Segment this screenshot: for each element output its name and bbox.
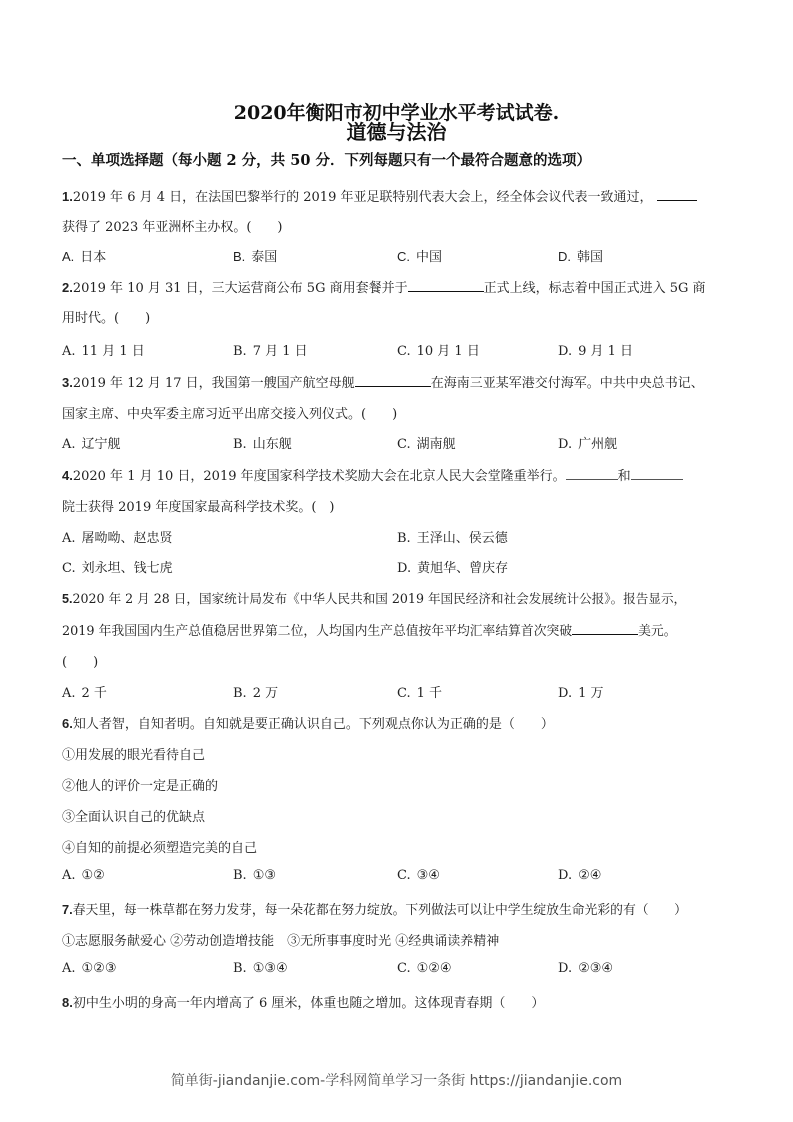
question-6-line-1: 6.知人者智，自知者明。自知就是要正确认识自己。下列观点你认为正确的是（ ） xyxy=(62,716,554,732)
option-c: C. 1 千 xyxy=(397,686,443,701)
option-c: C. 湖南舰 xyxy=(397,437,456,452)
question-3-line-1: 3.2019 年 12 月 17 日，我国第一艘国产航空母舰 在海南三亚某军港交付海军。中共中央总书记、 xyxy=(62,375,704,391)
option-b: B. 山东舰 xyxy=(233,437,292,452)
answer-blank xyxy=(566,467,618,480)
option-b: B. ①③④ xyxy=(233,961,288,976)
question-3-line-2: 国家主席、中央军委主席习近平出席交接入列仪式。( ) xyxy=(62,407,398,422)
option-a: A. ①②③ xyxy=(62,961,117,976)
question-8-line-1: 8.初中生小明的身高一年内增高了 6 厘米，体重也随之增加。这体现青春期（ ） xyxy=(62,995,545,1011)
option-b: B. ①③ xyxy=(233,868,276,883)
statement-2: ②他人的评价一定是正确的 xyxy=(62,779,219,794)
question-number: 5. xyxy=(62,592,73,606)
option-d: D. 黄旭华、曾庆存 xyxy=(397,561,509,576)
exam-subject: 道德与法治 xyxy=(346,120,447,144)
answer-blank xyxy=(657,188,697,201)
option-b: B. 2 万 xyxy=(233,686,279,701)
option-d: D. 9 月 1 日 xyxy=(558,344,634,359)
option-c: C. 刘永坦、钱七虎 xyxy=(62,561,173,576)
question-1-line-1: 1.2019 年 6 月 4 日，在法国巴黎举行的 2019 年亚足联特别代表大会上，经全体会议代表一致通过， xyxy=(62,186,697,205)
answer-blank xyxy=(355,374,431,387)
question-2-line-1: 2.2019 年 10 月 31 日，三大运营商公布 5G 商用套餐并于 正式上线，标志着中国正式进入 5G 商 xyxy=(62,280,706,296)
question-5-line-1: 5.2020 年 2 月 28 日，国家统计局发布《中华人民共和国 2019 年国民经济和社会发展统计公报》。报告显示， xyxy=(62,591,687,606)
question-4-line-1: 4.2020 年 1 月 10 日，2019 年度国家科学技术奖励大会在北京人民大会堂隆重举行。 和 xyxy=(62,465,683,484)
option-a: A. 日本 xyxy=(62,249,107,265)
option-b: B. 王泽山、侯云德 xyxy=(397,531,508,546)
option-d: D. 1 万 xyxy=(558,686,604,701)
question-1-line-2: 获得了 2023 年亚洲杯主办权。( ) xyxy=(62,220,283,235)
question-number: 8. xyxy=(62,995,73,1010)
watermark-footer: 简单街-jiandanjie.com-学科网简单学习一条街 https://jiandanjie.com xyxy=(170,1073,623,1089)
question-5-line-3: ( ) xyxy=(62,655,99,670)
question-4-line-2: 院士获得 2019 年度国家最高科学技术奖。( ) xyxy=(62,500,335,515)
statement-1: ①用发展的眼光看待自己 xyxy=(62,748,206,763)
option-c: C. 10 月 1 日 xyxy=(397,344,480,359)
question-7-line-1: 7.春天里，每一株草都在努力发芽，每一朵花都在努力绽放。下列做法可以让中学生绽放生命光彩的有（ ） xyxy=(62,902,687,918)
option-b: B. 泰国 xyxy=(233,249,278,265)
statement-line: ①志愿服务献爱心 ②劳动创造增技能 ③无所事事度时光 ④经典诵读养精神 xyxy=(62,934,500,949)
option-a: A. 辽宁舰 xyxy=(62,437,121,452)
question-number: 6. xyxy=(62,716,73,731)
option-b: B. 7 月 1 日 xyxy=(233,344,308,359)
statement-3: ③全面认识自己的优缺点 xyxy=(62,810,206,825)
question-number: 3. xyxy=(62,375,73,390)
option-c: C. 中国 xyxy=(397,249,443,265)
question-number: 2. xyxy=(62,280,73,295)
answer-blank xyxy=(408,279,484,292)
question-5-line-2: 2019 年我国国内生产总值稳居世界第二位，人均国内生产总值按年平均汇率结算首次突破 美元。 xyxy=(62,624,677,639)
statement-4: ④自知的前提必须塑造完美的自己 xyxy=(62,841,258,856)
answer-blank xyxy=(631,467,683,480)
option-a: A. 屠呦呦、赵忠贤 xyxy=(62,531,173,546)
option-a: A. 2 千 xyxy=(62,686,107,701)
question-number: 7. xyxy=(62,902,73,917)
answer-blank xyxy=(572,622,638,635)
option-a: A. ①② xyxy=(62,868,105,883)
option-c: C. ③④ xyxy=(397,868,440,883)
option-c: C. ①②④ xyxy=(397,961,452,976)
option-d: D. ②④ xyxy=(558,868,602,883)
section-heading: 一、单项选择题（每小题 2 分，共 50 分．下列每题只有一个最符合题意的选项） xyxy=(62,152,591,169)
question-number: 1. xyxy=(62,189,73,204)
option-a: A. 11 月 1 日 xyxy=(62,344,145,359)
question-number: 4. xyxy=(62,468,73,483)
question-2-line-2: 用时代。( ) xyxy=(62,311,151,326)
option-d: D. 韩国 xyxy=(558,249,604,265)
option-d: D. ②③④ xyxy=(558,961,614,976)
option-d: D. 广州舰 xyxy=(558,437,618,452)
exam-title: 2020年衡阳市初中学业水平考试试卷. xyxy=(233,102,560,124)
